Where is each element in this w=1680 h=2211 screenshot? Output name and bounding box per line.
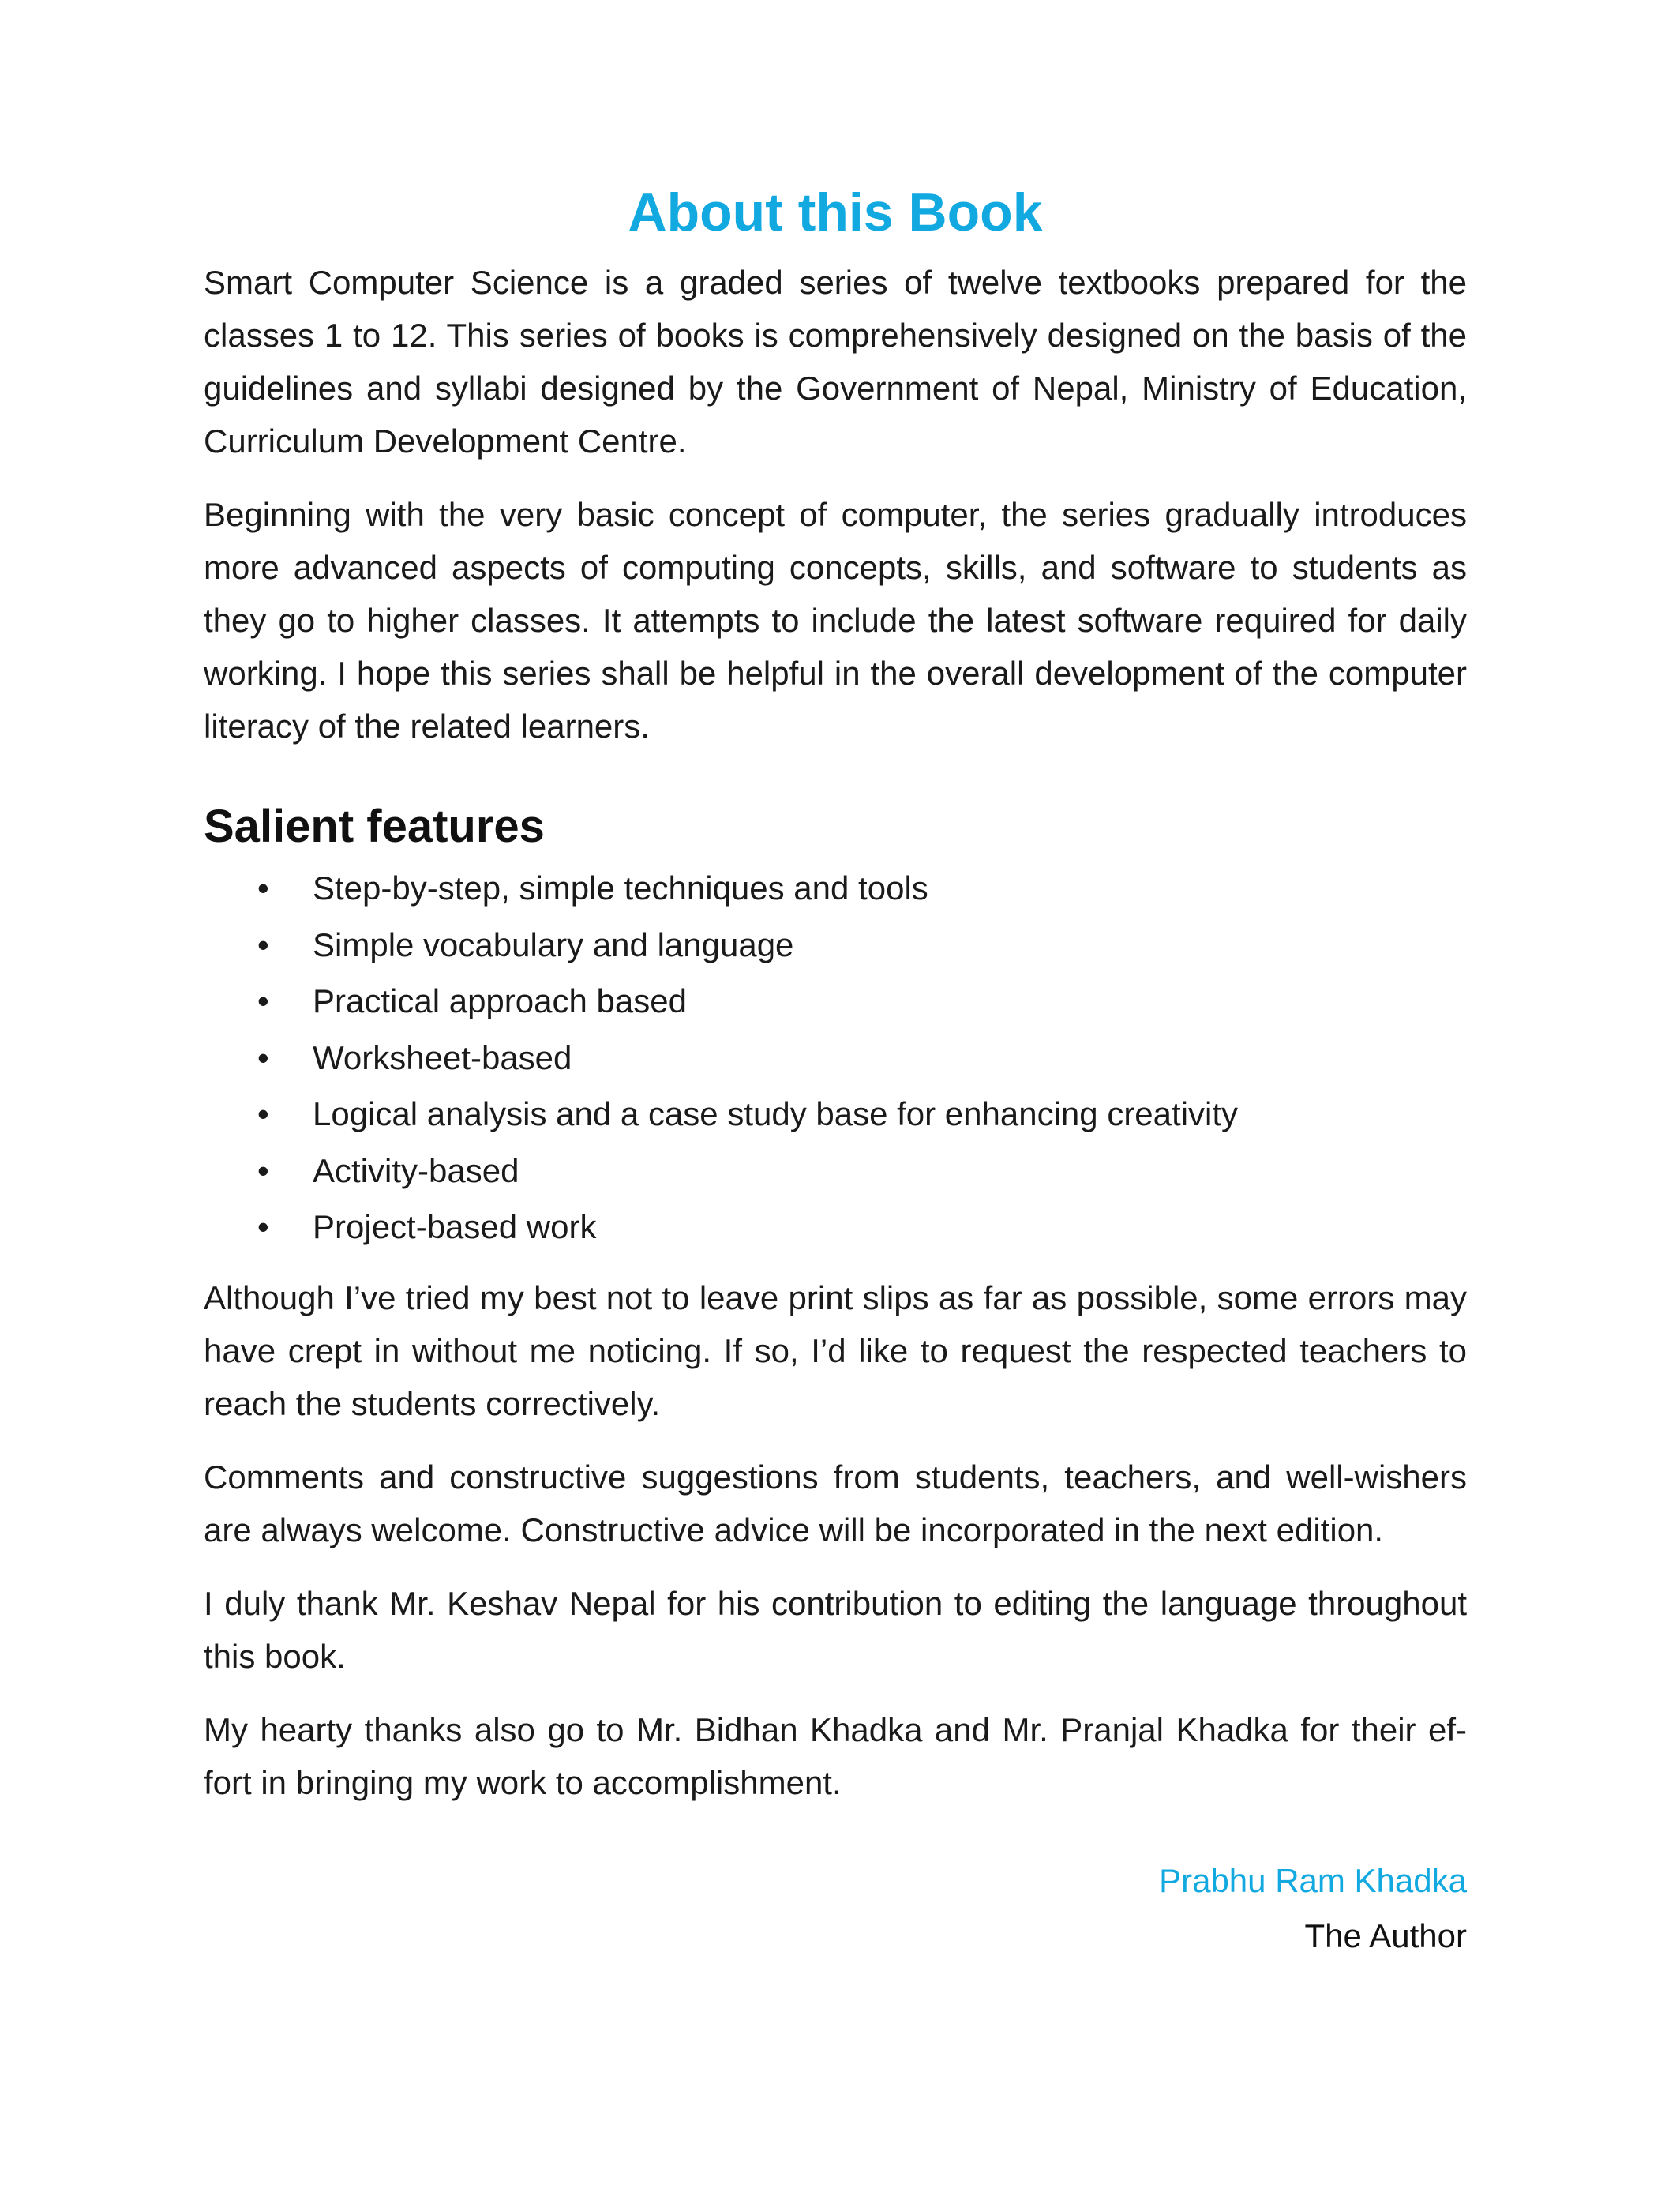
feature-text: Simple vocabulary and language: [313, 925, 794, 963]
bullet-icon: •: [257, 1095, 269, 1132]
intro-paragraph-2: Beginning with the very basic concept of computer, the series gradually introduces more advanced aspects of computing concepts, skills, and software to students as they go to higher classes. It attempts to include the latest software required for daily working. I hope this series shall be helpful in the overall development of the computer literacy of the related learners.: [204, 496, 1467, 745]
bullet-icon: •: [257, 1208, 269, 1245]
feature-item: [204, 973, 1467, 1030]
feature-item: [204, 1199, 1467, 1256]
closing-paragraph-errors: Although I’ve tried my best not to leave print slips as far as possible, some errors may have crept in without me noticing. If so, I’d like to request the respected teachers to reach the students correctively.: [204, 1278, 1467, 1422]
feature-text: Project-based work: [313, 1208, 597, 1245]
bullet-icon: •: [257, 869, 269, 907]
page-content: [204, 180, 1467, 1964]
feature-item: [204, 860, 1467, 917]
bullet-icon: •: [257, 1038, 269, 1076]
features-heading: Salient features: [204, 801, 545, 852]
feature-text: Activity-based: [313, 1151, 519, 1189]
feature-item: [204, 1086, 1467, 1143]
intro-paragraph-1: Smart Computer Science is a graded series of twelve textbooks prepared for the classes 1 to 12. This series of books is comprehensively designed on the basis of the guidelines and syllabi designed by the Government of Nepal, Ministry of Education, Curriculum Development Centre.: [204, 264, 1467, 460]
feature-text: Logical analysis and a case study base for enhancing creativity: [313, 1095, 1239, 1132]
author-name: Prabhu Ram Khadka: [1159, 1861, 1467, 1899]
feature-text: Step-by-step, simple techniques and tools: [313, 869, 928, 907]
feature-item: [204, 917, 1467, 974]
bullet-icon: •: [257, 982, 269, 1019]
feature-text: Worksheet-based: [313, 1038, 572, 1076]
author-role: The Author: [1304, 1916, 1467, 1954]
closing-paragraph-comments: Comments and constructive suggestions from students, teachers, and well-wishers are always welcome. Constructive advice will be incorporated in the next edition.: [204, 1458, 1467, 1548]
feature-item: [204, 1143, 1467, 1199]
features-list: [204, 860, 1467, 1256]
closing-paragraph-thanks-helpers: My hearty thanks also go to Mr. Bidhan Khadka and Mr. Pranjal Khadka for their ef-fort in bringing my work to accomplishment.: [204, 1710, 1467, 1801]
closing-paragraph-thanks-editor: I duly thank Mr. Keshav Nepal for his contribution to editing the language throughout this book.: [204, 1584, 1467, 1675]
feature-item: [204, 1030, 1467, 1087]
bullet-icon: •: [257, 925, 269, 963]
feature-text: Practical approach based: [313, 982, 687, 1019]
bullet-icon: •: [257, 1151, 269, 1189]
signature-block: [204, 1853, 1467, 1964]
page-title: About this Book: [628, 182, 1043, 242]
